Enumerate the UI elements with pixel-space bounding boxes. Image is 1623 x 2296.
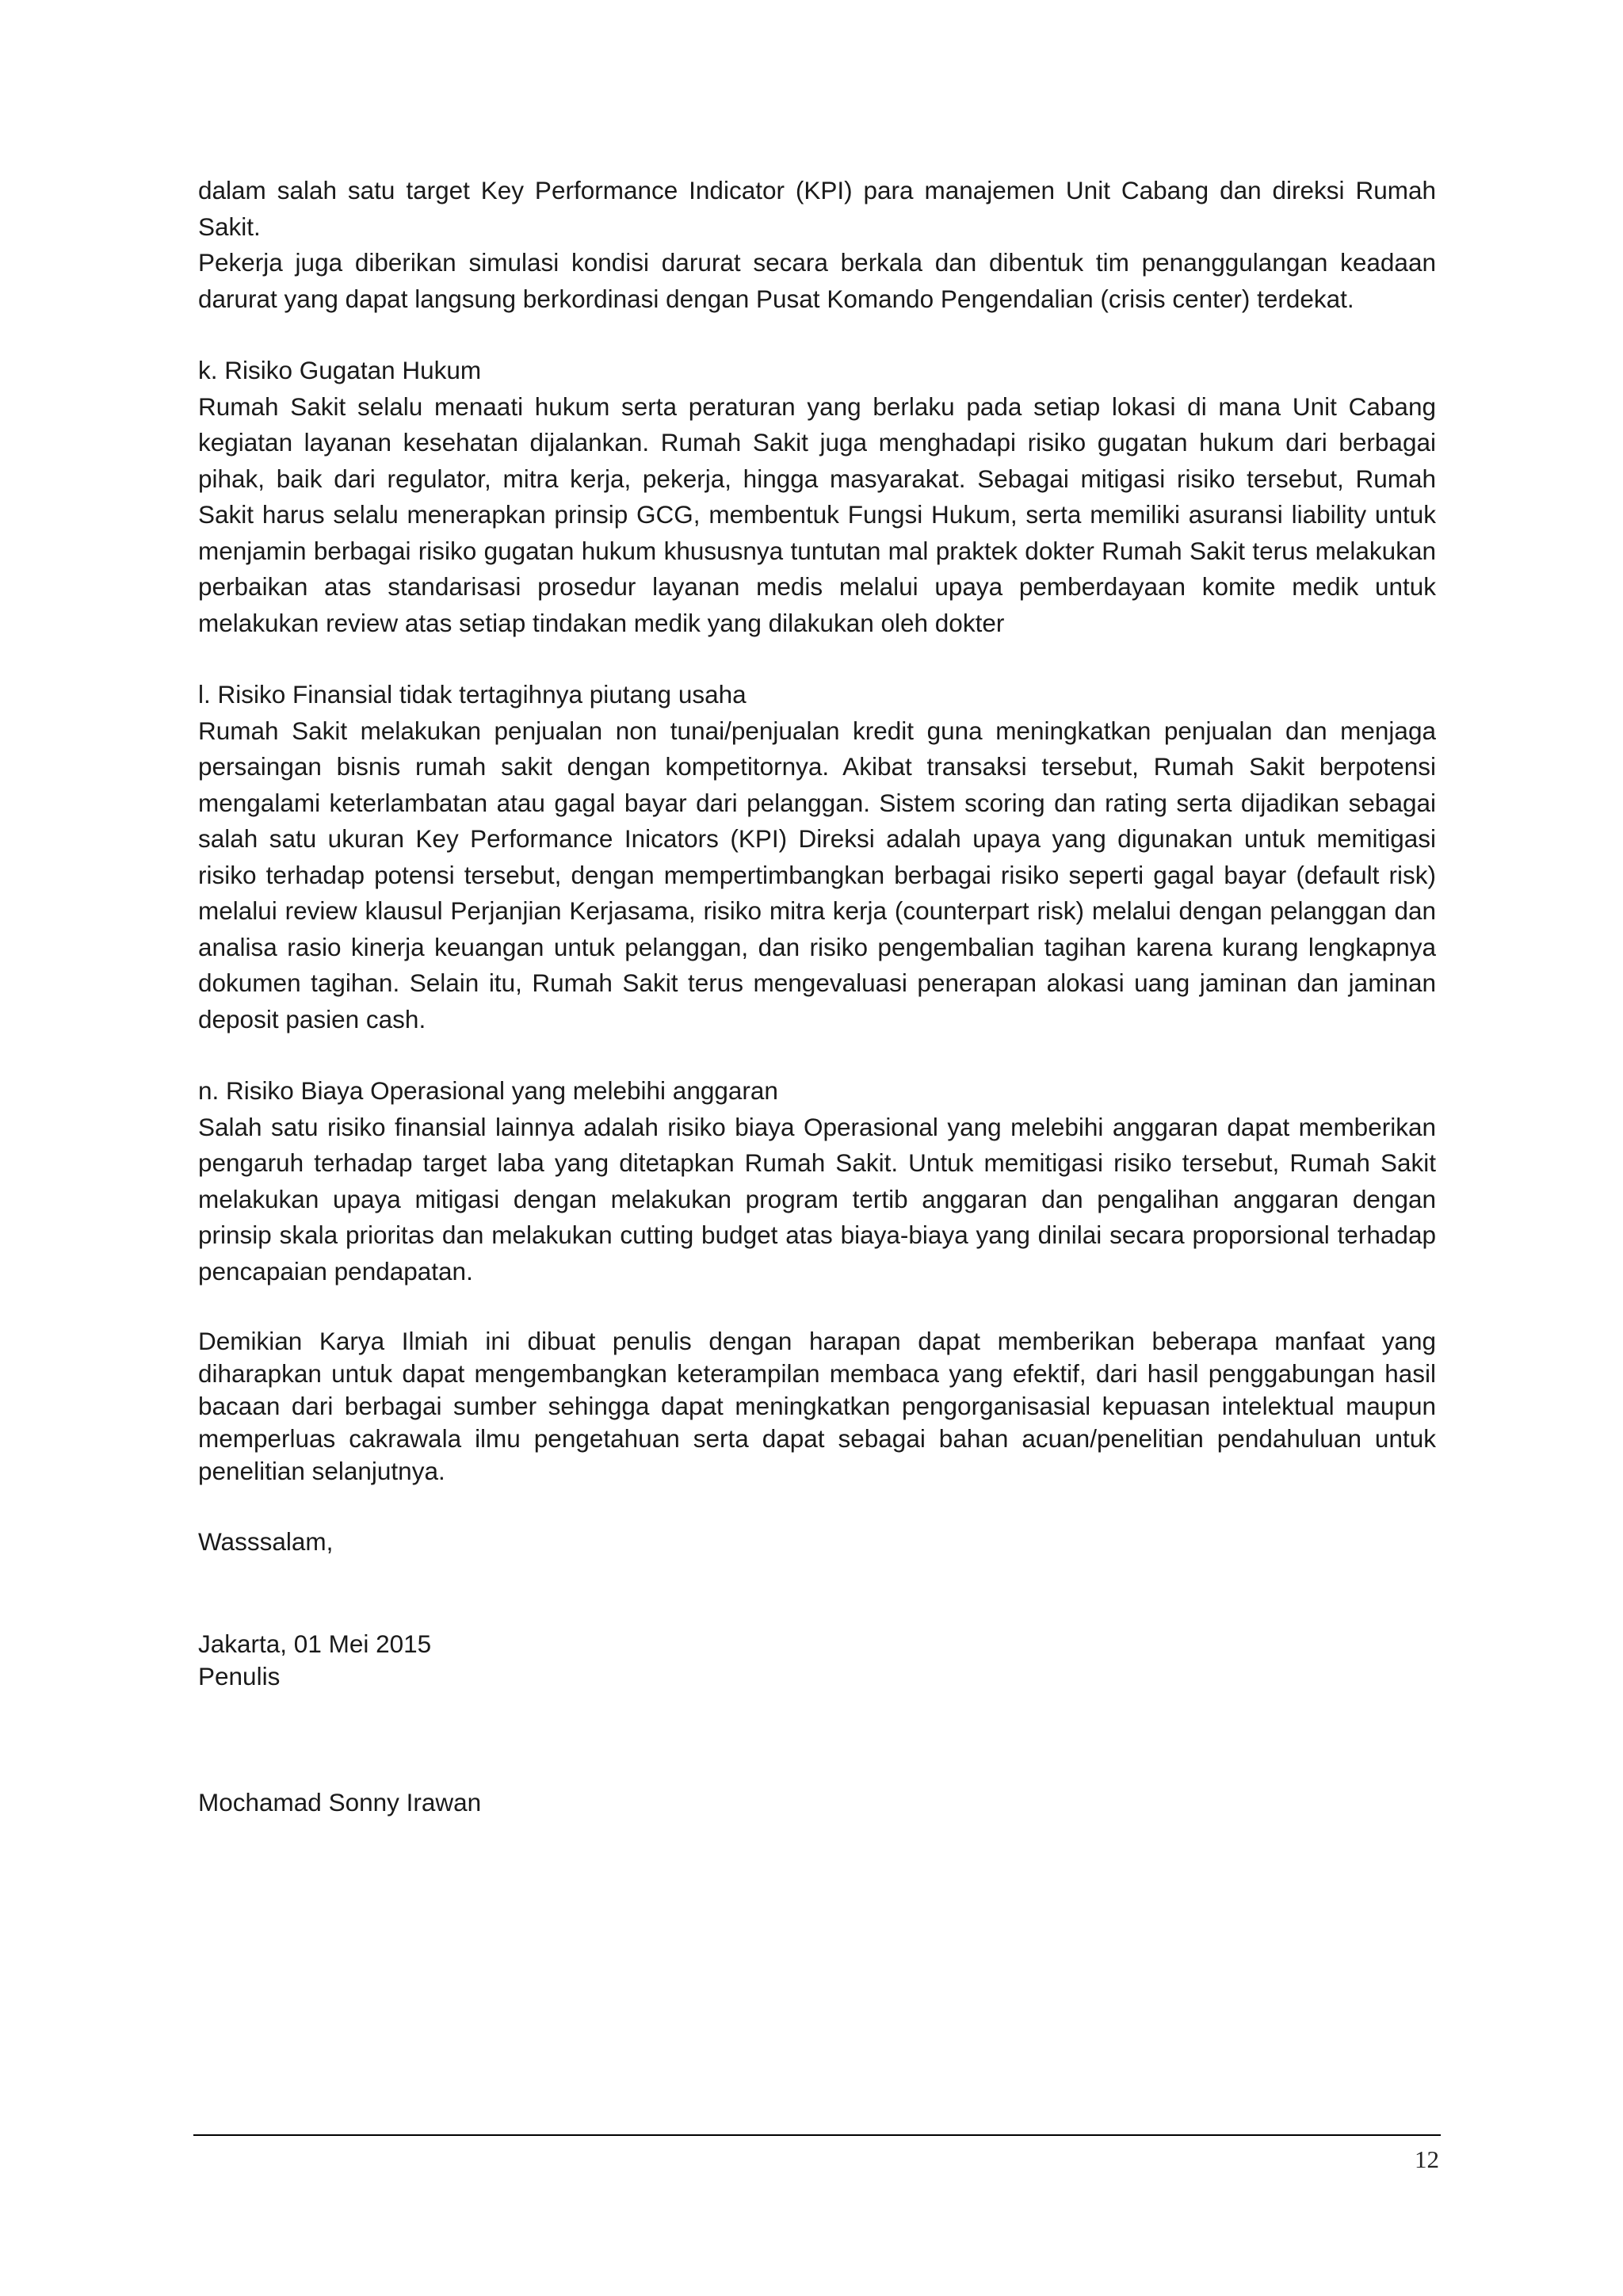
place-date: Jakarta, 01 Mei 2015 [198, 1629, 432, 1658]
section-heading-financial-risk: l. Risiko Finansial tidak tertagihnya piutang usaha [198, 680, 747, 709]
section-body-operational-cost-risk: Salah satu risiko finansial lainnya adalah risiko biaya Operasional yang melebihi anggaran dapat memberikan pengaruh terhadap target laba yang ditetapkan Rumah Sakit. Untuk memitigasi risiko tersebut, Rumah Sakit melakukan upaya mitigasi dengan melakukan program tertib anggaran dan pengalihan anggaran dengan prinsip skala prioritas dan melakukan cutting budget atas biaya-biaya yang dinilai secara proporsional terhadap pencapaian pendapatan. [198, 1112, 1436, 1286]
intro-paragraph-simulation: Pekerja juga diberikan simulasi kondisi darurat secara berkala dan dibentuk tim penanggulangan keadaan darurat yang dapat langsung berkordinasi dengan Pusat Komando Pengendalian (crisis center) terdekat. [198, 248, 1436, 313]
document-body [198, 173, 1436, 1819]
section-heading-operational-cost-risk: n. Risiko Biaya Operasional yang melebihi anggaran [198, 1076, 778, 1105]
intro-paragraph-continuation: dalam salah satu target Key Performance Indicator (KPI) para manajemen Unit Cabang dan direksi Rumah Sakit. [198, 176, 1436, 241]
salutation: Wasssalam, [198, 1527, 334, 1556]
footer-divider [193, 2134, 1441, 2136]
section-body-legal-risk: Rumah Sakit selalu menaati hukum serta peraturan yang berlaku pada setiap lokasi di mana Unit Cabang kegiatan layanan kesehatan dijalankan. Rumah Sakit juga menghadapi risiko gugatan hukum dari berbagai pihak, baik dari regulator, mitra kerja, pekerja, hingga masyarakat. Sebagai mitigasi risiko tersebut, Rumah Sakit harus selalu menerapkan prinsip GCG, membentuk Fungsi Hukum, serta memiliki asuransi liability untuk menjamin berbagai risiko gugatan hukum khususnya tuntutan mal praktek dokter Rumah Sakit terus melakukan perbaikan atas standarisasi prosedur layanan medis melalui upaya pemberdayaan komite medik untuk melakukan review atas setiap tindakan medik yang dilakukan oleh dokter [198, 392, 1436, 637]
author-role: Penulis [198, 1662, 281, 1690]
section-heading-legal-risk: k. Risiko Gugatan Hukum [198, 356, 482, 384]
page-number: 12 [1415, 2145, 1439, 2173]
section-body-financial-risk: Rumah Sakit melakukan penjualan non tunai/penjualan kredit guna meningkatkan penjualan dan menjaga persaingan bisnis rumah sakit dengan kompetitornya. Akibat transaksi tersebut, Rumah Sakit berpotensi mengalami keterlambatan atau gagal bayar dari pelanggan. Sistem scoring dan rating serta dijadikan sebagai salah satu ukuran Key Performance Inicators (KPI) Direksi adalah upaya yang digunakan untuk memitigasi risiko terhadap potensi tersebut, dengan mempertimbangkan berbagai risiko seperti gagal bayar (default risk) melalui review klausul Perjanjian Kerjasama, risiko mitra kerja (counterpart risk) melalui dengan pelanggan dan analisa rasio kinerja keuangan untuk pelanggan, dan risiko pengembalian tagihan karena kurang lengkapnya dokumen tagihan. Selain itu, Rumah Sakit terus mengevaluasi penerapan alokasi uang jaminan dan jaminan deposit pasien cash. [198, 716, 1436, 1033]
author-name: Mochamad Sonny Irawan [198, 1788, 482, 1817]
conclusion-paragraph: Demikian Karya Ilmiah ini dibuat penulis dengan harapan dapat memberikan beberapa manfaat yang diharapkan untuk dapat mengembangkan keterampilan membaca yang efektif, dari hasil penggabungan hasil bacaan dari berbagai sumber sehingga dapat meningkatkan pengorganisasial kepuasan intelektual maupun memperluas cakrawala ilmu pengetahuan serta dapat sebagai bahan acuan/penelitian pendahuluan untuk penelitian selanjutnya. [198, 1327, 1436, 1485]
